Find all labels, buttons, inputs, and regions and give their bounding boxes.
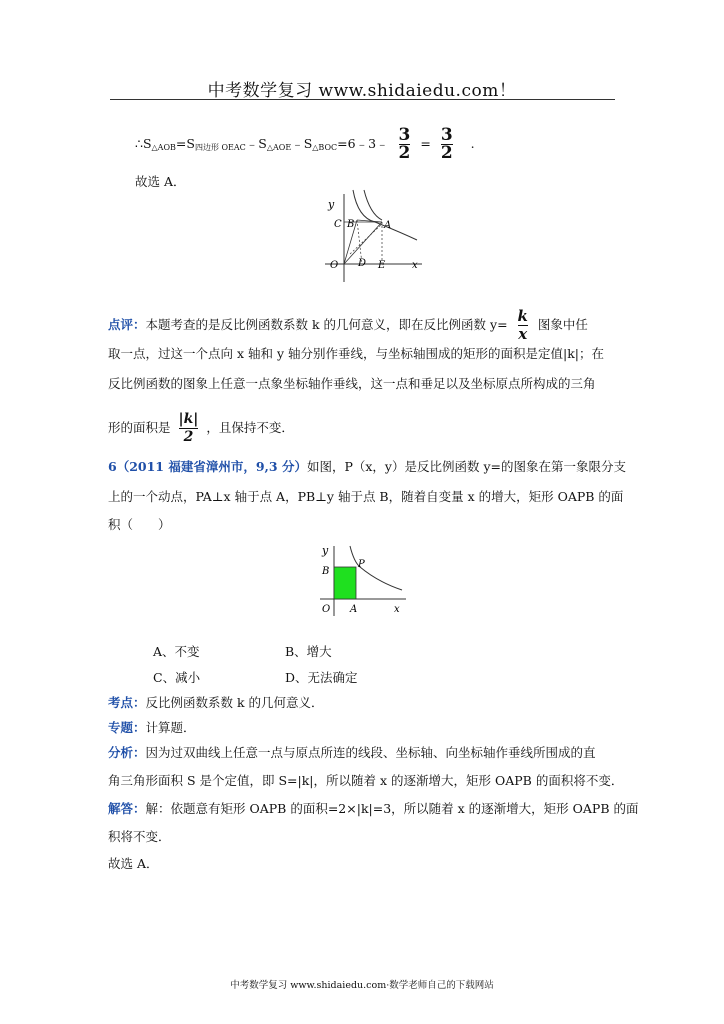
fig2-label-p: P <box>358 559 365 570</box>
comment-line-1: 点评：本题考查的是反比例函数系数 k 的几何意义，即在反比例函数 $y= \frac{k}{x}$ 图象中任 <box>108 307 588 343</box>
fraction-three-halves-1: $\frac{3}{2}$ <box>398 125 411 163</box>
figure-rectangle-oapb <box>312 540 412 620</box>
fig1-label-c: C <box>334 219 342 230</box>
option-d: D、无法确定 <box>285 670 358 685</box>
formula-s1-sub: △AOB <box>151 143 176 152</box>
fig2-label-o: O <box>322 604 331 615</box>
jieda-line-2: 积将不变． <box>108 829 171 844</box>
fig1-label-y: y <box>328 198 335 211</box>
page-header: 中考数学复习 www.shidaiedu.com！ <box>207 81 517 101</box>
formula-eq1: =S <box>175 136 195 151</box>
formula-s1: S <box>142 136 152 151</box>
formula-minus2: ﹣S <box>291 136 313 151</box>
formula-s2-sub: 四边形 OEAC <box>194 143 246 152</box>
question-number: 6 <box>108 459 117 474</box>
fig2-label-x: x <box>394 604 400 615</box>
comment-label: 点评： <box>108 317 146 332</box>
fenxi-line-1: 分析：因为过双曲线上任意一点与原点所连的线段、坐标轴、向坐标轴作垂线所围成的直 <box>108 745 596 760</box>
jieda-line-1: 解答：解：依题意有矩形 OAPB 的面积=2×|k|=3，所以随着 x 的逐渐增大，矩形 OAPB 的面 <box>108 801 639 816</box>
header-rule <box>110 99 615 100</box>
fig1-label-b: B <box>347 219 355 230</box>
fig2-label-b: B <box>322 566 330 577</box>
comment-line-2: 取一点，过这一个点向 x 轴和 y 轴分别作垂线，与坐标轴围成的矩形的面积是定值|k|；在 <box>108 346 605 361</box>
fig1-label-o: O <box>330 260 339 271</box>
question-source: （2011 福建省漳州市，9,3 分） <box>116 459 307 474</box>
rectangle-oapb <box>334 567 356 599</box>
formula-end: . <box>470 136 475 151</box>
fig1-label-x: x <box>412 260 418 271</box>
question-6-line-2: 上的一个动点，PA⊥x 轴于点 A，PB⊥y 轴于点 B，随着自变量 x 的增大，矩形 OAPB 的面 <box>108 489 624 504</box>
fenxi-line-2: 角三角形面积 S 是个定值，即 S=|k|，所以随着 x 的逐渐增大，矩形 OAPB 的面积将不变． <box>108 773 624 788</box>
formula-s4-sub: △BOC <box>312 143 338 152</box>
option-c: C、减小 <box>153 670 201 685</box>
kaodian-line: 考点：反比例函数系数 k 的几何意义． <box>108 695 324 710</box>
figure-hyperbola-triangle <box>320 188 430 284</box>
page-footer: 中考数学复习 www.shidaiedu.com·数学老师自己的下载网站 <box>230 980 494 991</box>
formula-eq3: = <box>420 136 431 151</box>
fraction-k-over-x: $\frac{k}{x}$ <box>517 307 528 343</box>
fraction-three-halves-2: $\frac{3}{2}$ <box>440 125 453 163</box>
question-6-line-3: 积（ ） <box>108 517 171 532</box>
comment-line-4: 形的面积是 $\frac{|k|}{2}$ ，且保持不变． <box>108 411 294 445</box>
zhuanti-line: 专题：计算题． <box>108 720 196 735</box>
fraction-abs-k-over-2: $\frac{|k|}{2}$ <box>178 411 199 445</box>
fig1-label-d: D <box>358 258 367 269</box>
fig1-label-a: A <box>384 220 392 231</box>
comment-line-3: 反比例函数的图象上任意一点象坐标轴作垂线，这一点和垂足以及坐标原点所构成的三角 <box>108 376 596 391</box>
question-6-line-1: 6（2011 福建省漳州市，9,3 分）如图，P（x，y）是反比例函数 y=的图象在第一象限分支 <box>108 459 626 474</box>
area-formula <box>135 125 475 163</box>
option-b: B、增大 <box>285 644 332 659</box>
therefore-symbol: ∴ <box>135 136 143 151</box>
formula-minus1: ﹣S <box>245 136 267 151</box>
fig2-label-a: A <box>350 604 358 615</box>
fig2-label-y: y <box>322 544 329 557</box>
answer-line-1: 故选 A． <box>135 174 186 189</box>
final-answer: 故选 A． <box>108 856 159 871</box>
formula-s3-sub: △AOE <box>266 143 292 152</box>
fig1-label-e: E <box>378 260 386 271</box>
option-a: A、不变 <box>153 644 200 659</box>
formula-eq2: =6﹣3﹣ <box>337 136 389 151</box>
